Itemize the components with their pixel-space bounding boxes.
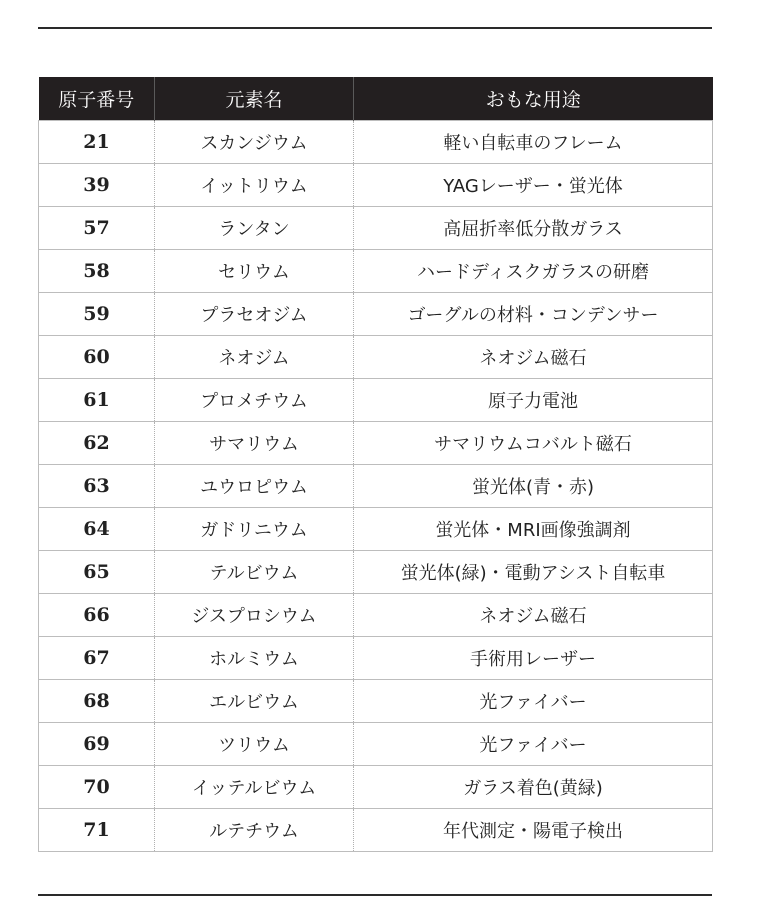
atomic-number-cell: 39 bbox=[39, 164, 155, 207]
main-use-cell: YAGレーザー・蛍光体 bbox=[354, 164, 713, 207]
header-atomic-number: 原子番号 bbox=[39, 77, 155, 121]
atomic-number-cell: 61 bbox=[39, 379, 155, 422]
atomic-number-cell: 64 bbox=[39, 508, 155, 551]
table-row bbox=[39, 680, 713, 723]
atomic-number-cell: 67 bbox=[39, 637, 155, 680]
table-row bbox=[39, 551, 713, 594]
atomic-number-cell: 57 bbox=[39, 207, 155, 250]
element-name-cell: ホルミウム bbox=[155, 637, 354, 680]
element-name-cell: セリウム bbox=[155, 250, 354, 293]
element-name-cell: プラセオジム bbox=[155, 293, 354, 336]
atomic-number-cell: 71 bbox=[39, 809, 155, 852]
table-header-row bbox=[39, 77, 713, 121]
top-rule bbox=[38, 27, 712, 29]
table-row bbox=[39, 293, 713, 336]
table-row bbox=[39, 723, 713, 766]
element-name-cell: スカンジウム bbox=[155, 121, 354, 164]
table-row bbox=[39, 422, 713, 465]
table-row bbox=[39, 250, 713, 293]
atomic-number-cell: 59 bbox=[39, 293, 155, 336]
element-name-cell: ユウロピウム bbox=[155, 465, 354, 508]
element-name-cell: ネオジム bbox=[155, 336, 354, 379]
element-name-cell: エルビウム bbox=[155, 680, 354, 723]
rare-earth-table bbox=[38, 77, 713, 852]
atomic-number-cell: 63 bbox=[39, 465, 155, 508]
header-element-name: 元素名 bbox=[155, 77, 354, 121]
table-row bbox=[39, 465, 713, 508]
atomic-number-cell: 69 bbox=[39, 723, 155, 766]
element-name-cell: ガドリニウム bbox=[155, 508, 354, 551]
table-row bbox=[39, 766, 713, 809]
table-row bbox=[39, 164, 713, 207]
table-row bbox=[39, 809, 713, 852]
main-use-cell: ゴーグルの材料・コンデンサー bbox=[354, 293, 713, 336]
element-name-cell: ルテチウム bbox=[155, 809, 354, 852]
table-row bbox=[39, 207, 713, 250]
main-use-cell: 光ファイバー bbox=[354, 723, 713, 766]
main-use-cell: 蛍光体(青・赤) bbox=[354, 465, 713, 508]
element-name-cell: イットリウム bbox=[155, 164, 354, 207]
header-main-use: おもな用途 bbox=[354, 77, 713, 121]
main-use-cell: 軽い自転車のフレーム bbox=[354, 121, 713, 164]
main-use-cell: 原子力電池 bbox=[354, 379, 713, 422]
main-use-cell: 光ファイバー bbox=[354, 680, 713, 723]
element-name-cell: ツリウム bbox=[155, 723, 354, 766]
table-row bbox=[39, 336, 713, 379]
main-use-cell: ネオジム磁石 bbox=[354, 336, 713, 379]
main-use-cell: 蛍光体・MRI画像強調剤 bbox=[354, 508, 713, 551]
atomic-number-cell: 68 bbox=[39, 680, 155, 723]
table-row bbox=[39, 594, 713, 637]
element-name-cell: プロメチウム bbox=[155, 379, 354, 422]
atomic-number-cell: 60 bbox=[39, 336, 155, 379]
atomic-number-cell: 70 bbox=[39, 766, 155, 809]
main-use-cell: 年代測定・陽電子検出 bbox=[354, 809, 713, 852]
element-name-cell: ジスプロシウム bbox=[155, 594, 354, 637]
table-row bbox=[39, 637, 713, 680]
atomic-number-cell: 21 bbox=[39, 121, 155, 164]
table-row bbox=[39, 508, 713, 551]
element-name-cell: ランタン bbox=[155, 207, 354, 250]
element-name-cell: サマリウム bbox=[155, 422, 354, 465]
main-use-cell: 高屈折率低分散ガラス bbox=[354, 207, 713, 250]
atomic-number-cell: 66 bbox=[39, 594, 155, 637]
element-name-cell: テルビウム bbox=[155, 551, 354, 594]
main-use-cell: ネオジム磁石 bbox=[354, 594, 713, 637]
element-name-cell: イッテルビウム bbox=[155, 766, 354, 809]
main-use-cell: 蛍光体(緑)・電動アシスト自転車 bbox=[354, 551, 713, 594]
atomic-number-cell: 65 bbox=[39, 551, 155, 594]
main-use-cell: 手術用レーザー bbox=[354, 637, 713, 680]
table-row bbox=[39, 121, 713, 164]
atomic-number-cell: 58 bbox=[39, 250, 155, 293]
atomic-number-cell: 62 bbox=[39, 422, 155, 465]
table-row bbox=[39, 379, 713, 422]
main-use-cell: ハードディスクガラスの研磨 bbox=[354, 250, 713, 293]
main-use-cell: ガラス着色(黄緑) bbox=[354, 766, 713, 809]
main-use-cell: サマリウムコバルト磁石 bbox=[354, 422, 713, 465]
bottom-rule bbox=[38, 894, 712, 896]
